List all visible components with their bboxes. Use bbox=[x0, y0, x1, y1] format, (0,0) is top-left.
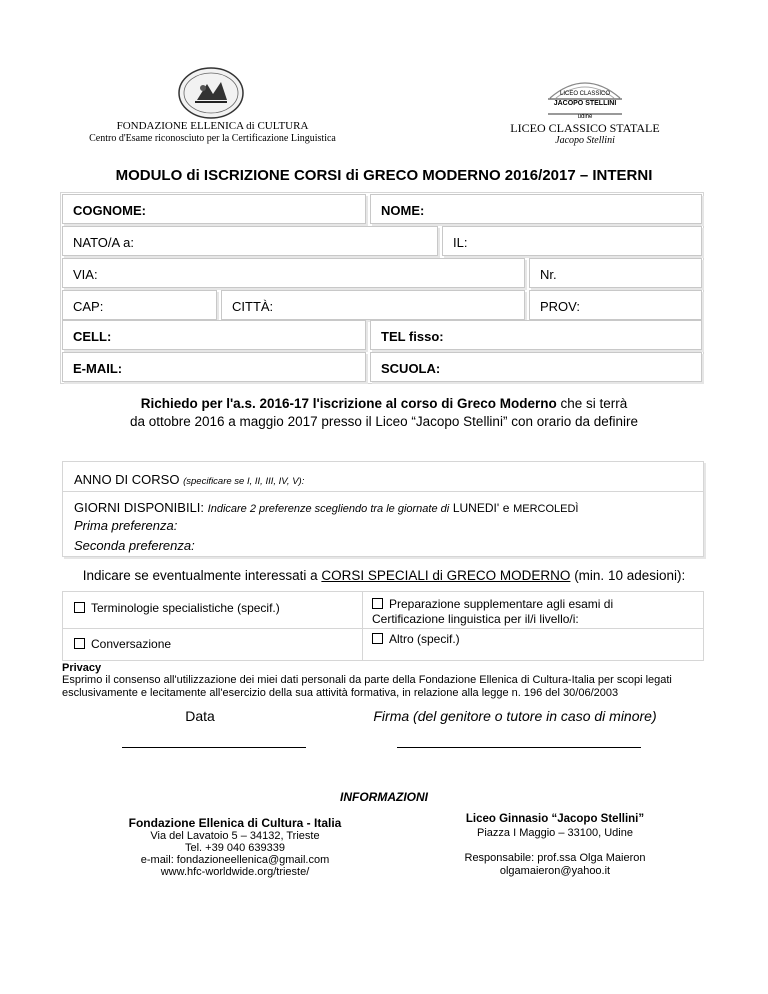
special-intro-a: Indicare se eventualmente interessati a bbox=[82, 568, 322, 583]
nr-label: Nr. bbox=[540, 267, 557, 282]
privacy-line-2: esclusivamente e lecitamente all'esercizio della sua attività formativa, in relazione alla legge n. 196 del 30/06/2003 bbox=[62, 687, 619, 699]
prima-preferenza[interactable]: Prima preferenza: bbox=[74, 518, 178, 533]
option-altro[interactable] bbox=[372, 632, 460, 646]
info-left-name: Fondazione Ellenica di Cultura - Italia bbox=[128, 816, 342, 830]
option-preparazione[interactable] bbox=[372, 597, 613, 627]
request-rest: che si terrà bbox=[556, 396, 628, 411]
via-field[interactable] bbox=[62, 258, 525, 288]
info-right-resp: Responsabile: prof.ssa Olga Maieron bbox=[464, 852, 646, 864]
email-field[interactable] bbox=[62, 352, 366, 382]
via-label: VIA: bbox=[73, 267, 98, 282]
scuola-field[interactable] bbox=[370, 352, 702, 382]
option-conversazione-label: Conversazione bbox=[91, 637, 172, 651]
il-field[interactable] bbox=[442, 226, 702, 256]
nome-label: NOME: bbox=[381, 203, 425, 218]
option-preparazione-line1: Preparazione supplementare agli esami di bbox=[389, 597, 614, 611]
data-line[interactable] bbox=[122, 747, 306, 748]
checkbox-icon[interactable] bbox=[372, 598, 383, 609]
info-left-addr: Via del Lavatoio 5 – 34132, Trieste bbox=[150, 830, 320, 842]
prov-label: PROV: bbox=[540, 299, 580, 314]
cell-field[interactable] bbox=[62, 320, 366, 350]
anno-row[interactable] bbox=[74, 472, 304, 487]
mercoledi-label: MERCOLEDÌ bbox=[513, 503, 579, 515]
privacy-line-1: Esprimo il consenso all'utilizzazione dei miei dati personali da parte della Fondazione Ellenica di Cultura-Italia per scopi legati bbox=[62, 674, 672, 686]
option-altro-label: Altro (specif.) bbox=[389, 632, 460, 646]
prov-field[interactable] bbox=[529, 290, 702, 320]
seconda-preferenza[interactable]: Seconda preferenza: bbox=[74, 538, 195, 553]
checkbox-icon[interactable] bbox=[74, 638, 85, 649]
info-right-name: Liceo Ginnasio “Jacopo Stellini” bbox=[465, 813, 645, 825]
left-org-name: FONDAZIONE ELLENICA di CULTURA bbox=[116, 120, 309, 132]
e-label: e bbox=[502, 501, 510, 515]
giorni-row bbox=[74, 500, 578, 515]
option-preparazione-line2: Certificazione linguistica per il/i livello/i: bbox=[372, 612, 579, 626]
anno-label: ANNO DI CORSO bbox=[74, 472, 180, 487]
option-terminologie[interactable] bbox=[74, 601, 280, 615]
special-vdivider bbox=[362, 591, 363, 661]
cognome-label: COGNOME: bbox=[73, 203, 146, 218]
data-label: Data bbox=[185, 708, 215, 724]
page-title: MODULO di ISCRIZIONE CORSI di GRECO MODERNO 2016/2017 – INTERNI bbox=[115, 167, 653, 184]
option-terminologie-label: Terminologie specialistiche (specif.) bbox=[91, 601, 280, 615]
request-bold: Richiedo per l'a.s. 2016-17 l'iscrizione al corso di Greco Moderno bbox=[140, 396, 557, 411]
left-org-subtitle: Centro d'Esame riconosciuto per la Certificazione Linguistica bbox=[89, 133, 336, 144]
info-left-tel: Tel. +39 040 639339 bbox=[184, 842, 285, 854]
nome-field[interactable] bbox=[370, 194, 702, 224]
nato-label: NATO/A a: bbox=[73, 235, 134, 250]
special-intro bbox=[0, 568, 768, 583]
special-hdivider bbox=[62, 628, 704, 629]
il-label: IL: bbox=[453, 235, 468, 250]
firma-label: Firma (del genitore o tutore in caso di minore) bbox=[373, 708, 657, 724]
cognome-field[interactable] bbox=[62, 194, 366, 224]
citta-label: CITTÀ: bbox=[232, 299, 274, 314]
right-org-name: LICEO CLASSICO STATALE bbox=[510, 121, 660, 135]
special-courses-link: CORSI SPECIALI di GRECO MODERNO bbox=[321, 568, 571, 583]
tel-field[interactable] bbox=[370, 320, 702, 350]
special-intro-b: (min. 10 adesioni): bbox=[570, 568, 686, 583]
info-left-web[interactable]: www.hfc-worldwide.org/trieste/ bbox=[160, 866, 310, 878]
info-right-addr: Piazza I Maggio – 33100, Udine bbox=[477, 827, 633, 839]
tel-label: TEL fisso: bbox=[381, 329, 444, 344]
info-title: INFORMAZIONI bbox=[340, 790, 428, 804]
scuola-label: SCUOLA: bbox=[381, 361, 441, 376]
stellini-logo-name: JACOPO STELLINI bbox=[553, 100, 617, 107]
checkbox-icon[interactable] bbox=[74, 602, 85, 613]
cap-label: CAP: bbox=[73, 299, 104, 314]
checkbox-icon[interactable] bbox=[372, 633, 383, 644]
info-right-email[interactable]: olgamaieron@yahoo.it bbox=[499, 865, 611, 877]
citta-field[interactable] bbox=[221, 290, 525, 320]
request-line-1 bbox=[0, 396, 768, 411]
stellini-logo-top: LICEO CLASSICO bbox=[559, 91, 610, 97]
email-label: E-MAIL: bbox=[73, 361, 123, 376]
fondazione-logo bbox=[177, 66, 245, 120]
giorni-note: Indicare 2 preferenze scegliendo tra le giornate di bbox=[207, 503, 450, 515]
nato-field[interactable] bbox=[62, 226, 438, 256]
stellini-logo-city: udine bbox=[577, 114, 593, 120]
cell-label: CELL: bbox=[73, 329, 112, 344]
firma-line[interactable] bbox=[397, 747, 641, 748]
privacy-title: Privacy bbox=[62, 662, 102, 674]
info-left-email[interactable]: e-mail: fondazioneellenica@gmail.com bbox=[140, 854, 330, 866]
request-line-2: da ottobre 2016 a maggio 2017 presso il Liceo “Jacopo Stellini” con orario da definire bbox=[129, 414, 639, 429]
anno-note: (specificare se I, II, III, IV, V): bbox=[183, 476, 305, 487]
option-conversazione[interactable] bbox=[74, 637, 171, 651]
course-divider bbox=[62, 491, 704, 492]
lunedi-label: LUNEDI' bbox=[452, 501, 500, 515]
giorni-label: GIORNI DISPONIBILI: bbox=[74, 500, 205, 515]
nr-field[interactable] bbox=[529, 258, 702, 288]
right-org-subtitle: Jacopo Stellini bbox=[555, 135, 615, 146]
cap-field[interactable] bbox=[62, 290, 217, 320]
